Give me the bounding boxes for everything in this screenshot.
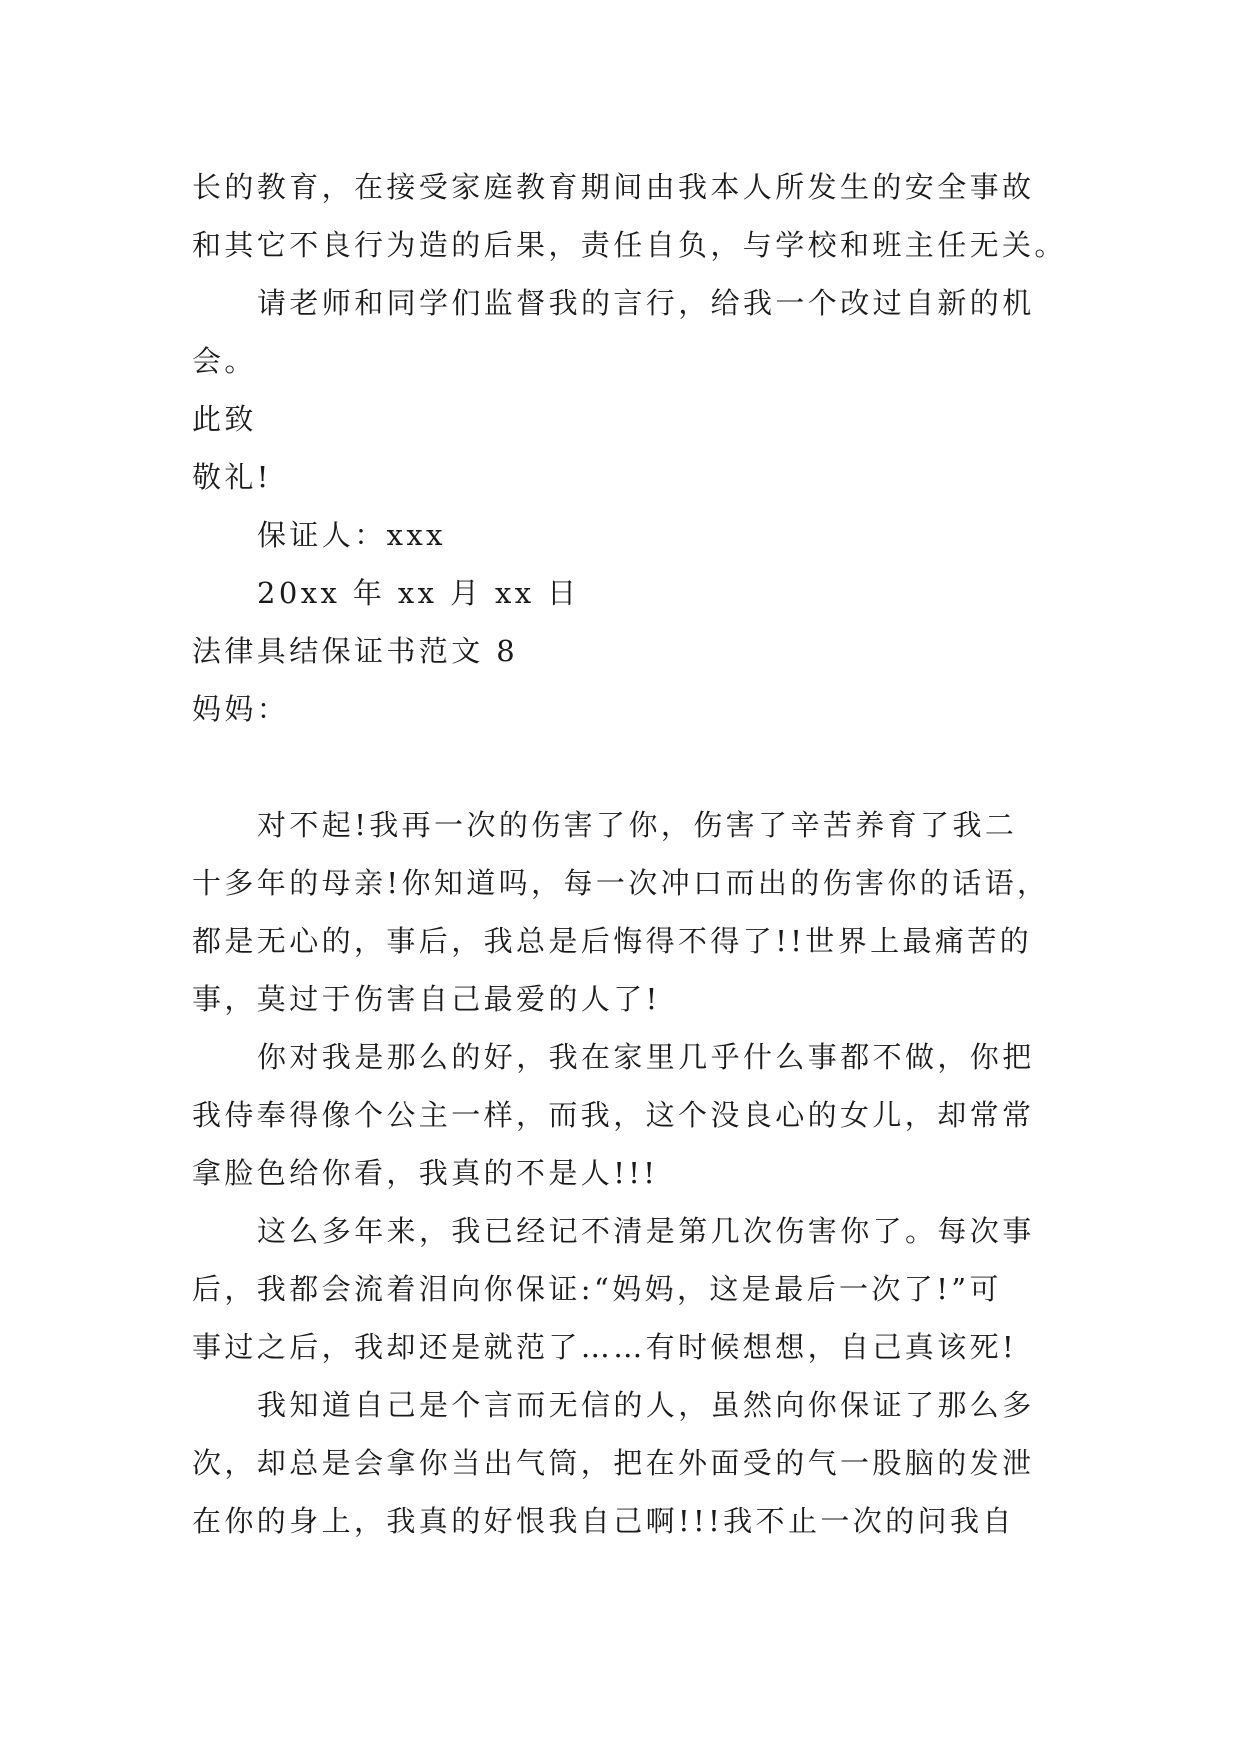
paragraph-first-line: 对不起!我再一次的伤害了你，伤害了辛苦养育了我二 — [257, 808, 1018, 842]
closing-salutation: 此致 — [192, 402, 257, 436]
text-line: 事，莫过于伤害自己最爱的人了! — [192, 982, 661, 1016]
section-title: 法律具结保证书范文 8 — [192, 634, 519, 668]
letter-greeting: 妈妈： — [192, 692, 290, 726]
text-line: 在你的身上，我真的好恨我自己啊!!!我不止一次的问我自 — [192, 1504, 1015, 1538]
text-line: 都是无心的，事后，我总是后悔得不得了!!世界上最痛苦的 — [192, 924, 1033, 958]
paragraph-first-line: 这么多年来，我已经记不清是第几次伤害你了。每次事 — [257, 1214, 1035, 1248]
text-line: 十多年的母亲!你知道吗，每一次冲口而出的伤害你的话语， — [192, 866, 1050, 900]
guarantor-signature: 保证人：xxx — [257, 518, 446, 552]
text-line: 和其它不良行为造的后果，责任自负，与学校和班主任无关。 — [192, 228, 1067, 262]
text-line: 事过之后，我却还是就范了……有时候想想，自己真该死! — [192, 1330, 1018, 1364]
paragraph-first-line: 你对我是那么的好，我在家里几乎什么事都不做，你把 — [257, 1040, 1035, 1074]
text-line: 我侍奉得像个公主一样，而我，这个没良心的女儿，却常常 — [192, 1098, 1035, 1132]
signature-date: 20xx 年 xx 月 xx 日 — [257, 576, 580, 610]
text-line: 后，我都会流着泪向你保证:“妈妈，这是最后一次了!”可 — [192, 1272, 1002, 1306]
text-line: 会。 — [192, 344, 257, 378]
text-line: 次，却总是会拿你当出气筒，把在外面受的气一股脑的发泄 — [192, 1446, 1035, 1480]
paragraph-first-line: 我知道自己是个言而无信的人，虽然向你保证了那么多 — [257, 1388, 1035, 1422]
text-line: 长的教育，在接受家庭教育期间由我本人所发生的安全事故 — [192, 170, 1035, 204]
text-line: 拿脸色给你看，我真的不是人!!! — [192, 1156, 659, 1190]
closing-regards: 敬礼! — [192, 460, 272, 494]
paragraph-first-line: 请老师和同学们监督我的言行，给我一个改过自新的机 — [257, 286, 1035, 320]
